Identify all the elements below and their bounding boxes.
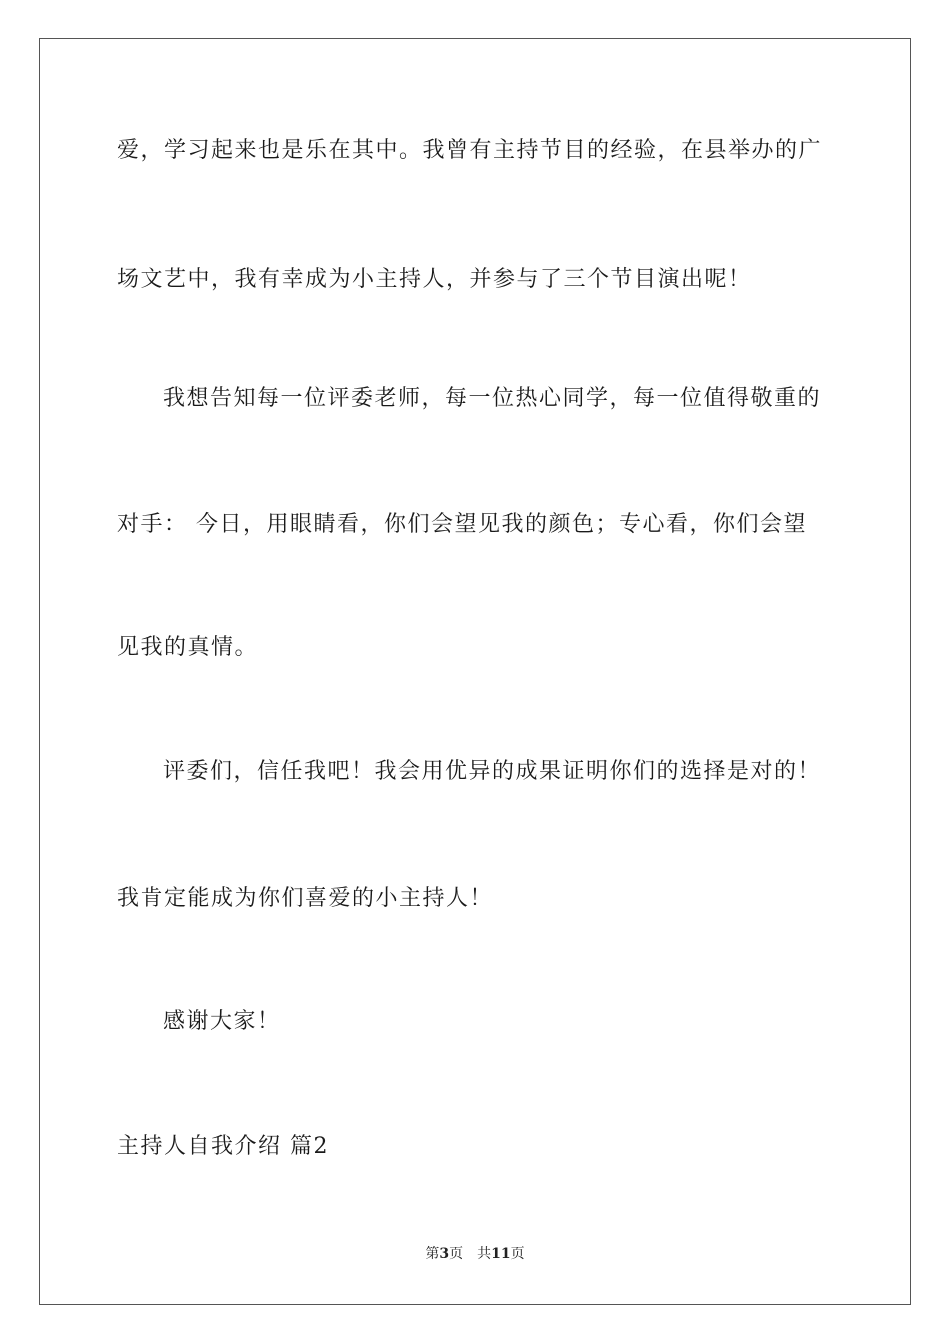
section-heading: 主持人自我介绍 篇2 bbox=[117, 1134, 329, 1159]
total-suffix: 页 bbox=[510, 1246, 525, 1262]
total-prefix: 共 bbox=[477, 1246, 492, 1262]
body-line-2: 场文艺中，我有幸成为小主持人，并参与了三个节目演出呢！ bbox=[117, 267, 752, 292]
paragraph-line-3: 我想告知每一位评委老师，每一位热心同学，每一位值得敬重的 bbox=[163, 386, 822, 411]
page-footer bbox=[0, 1244, 950, 1264]
body-line-4: 对手： 今日，用眼睛看，你们会望见我的颜色；专心看，你们会望 bbox=[117, 512, 807, 537]
body-line-7: 我肯定能成为你们喜爱的小主持人！ bbox=[117, 886, 494, 911]
page-prefix: 第 bbox=[425, 1246, 440, 1262]
page-border bbox=[39, 38, 911, 1305]
closing-line: 感谢大家！ bbox=[163, 1009, 281, 1034]
page-suffix: 页 bbox=[449, 1246, 464, 1262]
total-pages: 11 bbox=[491, 1246, 511, 1262]
body-line-1: 爱，学习起来也是乐在其中。我曾有主持节目的经验，在县举办的广 bbox=[117, 138, 823, 163]
body-line-5: 见我的真情。 bbox=[117, 635, 259, 660]
paragraph-line-6: 评委们，信任我吧！我会用优异的成果证明你们的选择是对的！ bbox=[163, 759, 822, 784]
page-number: 3 bbox=[439, 1246, 450, 1262]
